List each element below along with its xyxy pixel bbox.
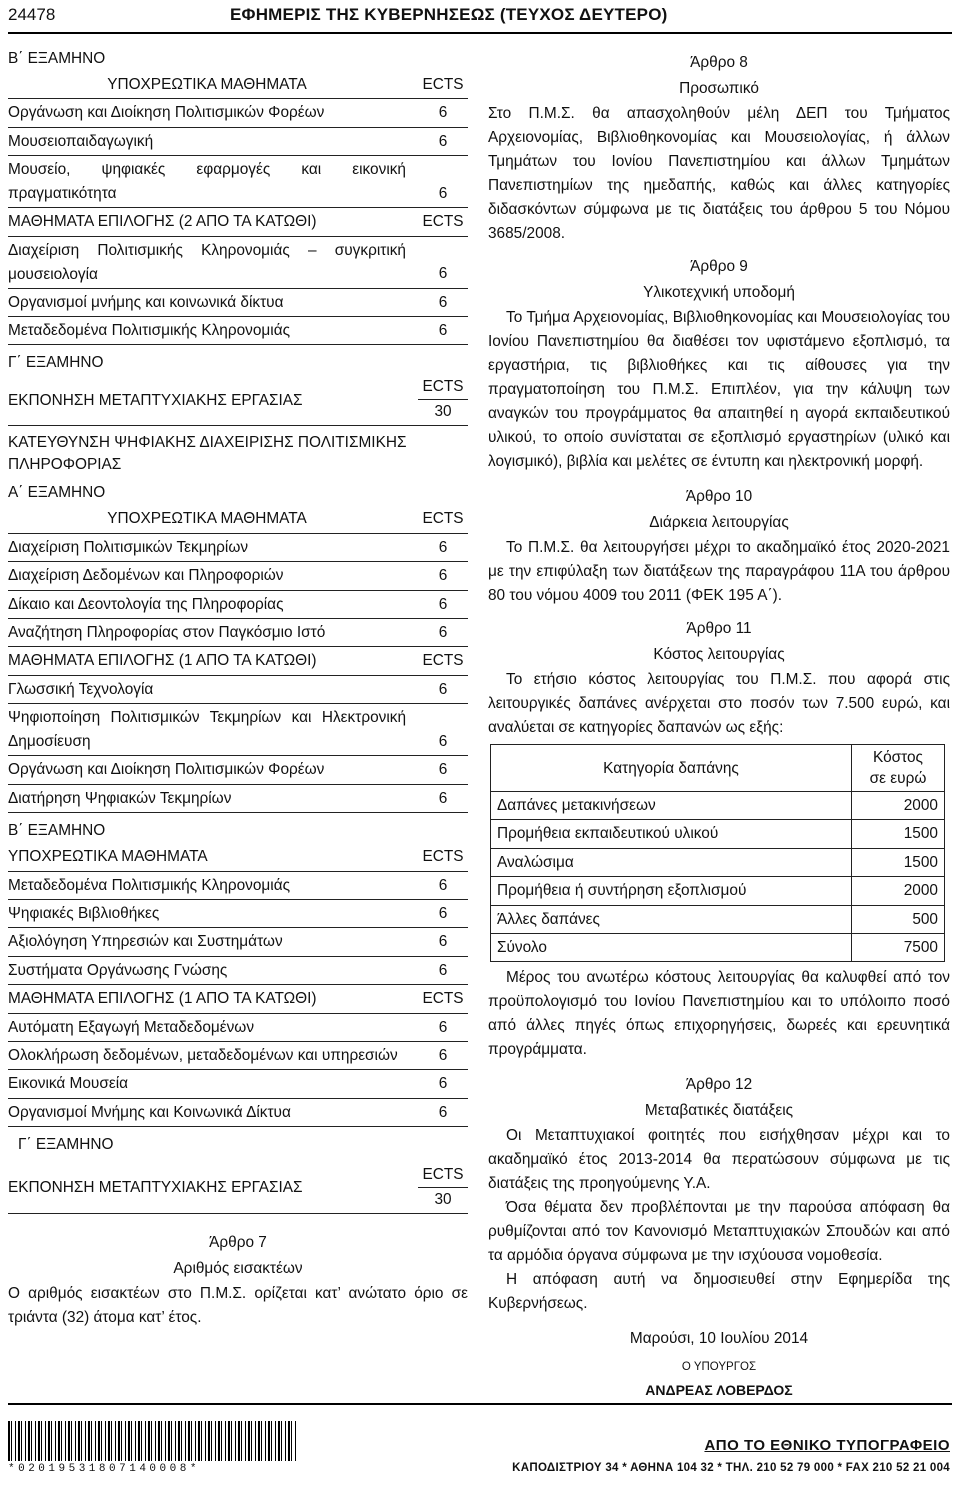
table-row: Σύνολο 7500 (491, 934, 945, 962)
semester-heading: Β΄ ΕΞΑΜΗΝΟ (8, 822, 106, 840)
course-row: Μουσείο, ψηφιακές εφαρμογές και εικονική πραγματικότητα 6 (8, 156, 468, 208)
article-title: Άρθρο 9 (690, 258, 748, 275)
course-group-header: ΥΠΟΧΡΕΩΤΙΚΑ ΜΑΘΗΜΑΤΑ ECTS (8, 71, 468, 99)
left-column (8, 44, 468, 1330)
table-row: Άλλες δαπάνες 500 (491, 905, 945, 933)
semester-heading: Γ΄ ΕΞΑΜΗΝΟ (8, 354, 104, 372)
barcode-icon (8, 1421, 296, 1461)
semester-heading: Α΄ ΕΞΑΜΗΝΟ (8, 484, 106, 502)
article-title: Άρθρο 7 (209, 1234, 267, 1252)
table-header-row: Κατηγορία δαπάνης Κόστος σε ευρώ (491, 745, 945, 792)
course-group-header: ΜΑΘΗΜΑΤΑ ΕΠΙΛΟΓΗΣ (2 ΑΠΟ ΤΑ ΚΑΤΩΘΙ) ECTS (8, 208, 468, 236)
course-group-header: ΥΠΟΧΡΕΩΤΙΚΑ ΜΑΘΗΜΑΤΑ ECTS (8, 505, 468, 533)
table-row: Προμήθεια εκπαιδευτικού υλικού 1500 (491, 820, 945, 848)
article-subtitle: Προσωπικό (679, 80, 759, 97)
page-footer (0, 1395, 960, 1487)
course-row: Ψηφιοποίηση Πολιτισμικών Τεκμηρίων και Ηλεκτρονική Δημοσίευση 6 (8, 704, 468, 756)
article-text: Όσα θέματα δεν προβλέπονται με την παρούσα απόφαση θα ρυθμίζονται από τον Κανονισμό Μεταπτυχιακών Σπουδών και από τα αρμόδια όργανα σύμφωνα με την ισχύουσα νομοθεσία. (488, 1199, 950, 1265)
course-row: Μεταδεδομένα Πολιτισμικής Κληρονομιάς 6 (8, 872, 468, 900)
course-row: Γλωσσική Τεχνολογία 6 (8, 676, 468, 704)
page-header (0, 0, 960, 34)
course-row: Αυτόματη Εξαγωγή Μεταδεδομένων 6 (8, 1014, 468, 1042)
barcode-number: *02019531807140008* (8, 1463, 200, 1475)
article-title: Άρθρο 10 (685, 488, 753, 505)
article-subtitle: Διάρκεια λειτουργίας (649, 514, 789, 531)
footer-rule (8, 1403, 952, 1405)
course-row: Αξιολόγηση Υπηρεσιών και Συστημάτων 6 (8, 928, 468, 956)
article-subtitle: Υλικοτεχνική υποδομή (643, 284, 795, 301)
course-row: Οργανισμοί μνήμης και κοινωνικά δίκτυα 6 (8, 289, 468, 317)
article-subtitle: Αριθμός εισακτέων (173, 1260, 303, 1278)
course-row: Διαχείριση Πολιτισμικών Τεκμηρίων 6 (8, 534, 468, 562)
course-row: Διατήρηση Ψηφιακών Τεκμηρίων 6 (8, 785, 468, 813)
printer-name: ΑΠΟ ΤΟ ΕΘΝΙΚΟ ΤΥΠΟΓΡΑΦΕΙΟ (704, 1437, 950, 1454)
course-row: Ολοκλήρωση δεδομένων, μεταδεδομένων και υπηρεσιών 6 (8, 1042, 468, 1070)
cost-table (490, 744, 945, 962)
table-row: Αναλώσιμα 1500 (491, 848, 945, 876)
thesis-row: ΕΚΠΟΝΗΣΗ ΜΕΤΑΠΤΥΧΙΑΚΗΣ ΕΡΓΑΣΙΑΣ ECTS 30 (8, 1163, 468, 1214)
article-text: Μέρος του ανωτέρω κόστους λειτουργίας θα καλυφθεί από τον προϋπολογισμό του Ιονίου Πανεπιστημίου και το υπόλοιπο ποσό από άλλες πηγές όπως επιχορηγήσεις, δωρεές και ερευνητικά προγράμματα. (488, 969, 950, 1059)
article-text: Οι Μεταπτυχιακοί φοιτητές που εισήχθησαν μέχρι και το ακαδημαϊκό έτος 2013-2014 θα περατώσουν σύμφωνα με τις διατάξεις της προηγούμενης Υ.Α. (488, 1127, 950, 1193)
header-rule (8, 32, 952, 34)
article-title: Άρθρο 12 (685, 1076, 753, 1094)
course-row: Εικονικά Μουσεία 6 (8, 1070, 468, 1098)
course-row: Οργάνωση και Διοίκηση Πολιτισμικών Φορέων 6 (8, 756, 468, 784)
table-row: Δαπάνες μετακινήσεων 2000 (491, 792, 945, 820)
article-title: Άρθρο 8 (690, 54, 748, 71)
course-row: Οργανισμοί Μνήμης και Κοινωνικά Δίκτυα 6 (8, 1099, 468, 1127)
article-text: Ο αριθμός εισακτέων στο Π.Μ.Σ. ορίζεται κατ’ ανώτατο όριο σε τριάντα (32) άτομα κατ’ έτος. (8, 1285, 468, 1327)
direction-title: ΚΑΤΕΥΘΥΝΣΗ ΨΗΦΙΑΚΗΣ ΔΙΑΧΕΙΡΙΣΗΣ ΠΟΛΙΤΙΣΜΙΚΗΣ ΠΛΗΡΟΦΟΡΙΑΣ (8, 434, 407, 474)
article-text: Στο Π.Μ.Σ. θα απασχοληθούν μέλη ΔΕΠ του Τμήματος Αρχειονομίας, Βιβλιοθηκονομίας και Μουσειολογίας, ή άλλων Τμημάτων του Ιονίου Πανεπιστημίου και άλλων Τμημάτων Πανεπιστημίων της ημεδαπής, καθώς και άλλες κατηγορίες διδασκόντων σύμφωνα με τις διατάξεις του άρθρου 5 του Νόμου 3685/2008. (488, 105, 950, 242)
article-text: Η απόφαση αυτή να δημοσιευθεί στην Εφημερίδα της Κυβερνήσεως. (488, 1271, 950, 1313)
semester-heading: Γ΄ ΕΞΑΜΗΝΟ (18, 1136, 114, 1154)
course-row: Ψηφιακές Βιβλιοθήκες 6 (8, 900, 468, 928)
course-row: Δίκαιο και Δεοντολογία της Πληροφορίας 6 (8, 591, 468, 619)
semester-heading: Β΄ ΕΞΑΜΗΝΟ (8, 50, 106, 67)
article-text: Το Π.Μ.Σ. θα λειτουργήσει μέχρι το ακαδημαϊκό έτος 2020-2021 με την επιφύλαξη των διατάξεων της παραγράφου 11Α του άρθρου 80 του νόμου 4009 του 2011 (ΦΕΚ 195 Α΄). (488, 539, 950, 604)
article-text: Το Τμήμα Αρχειονομίας, Βιβλιοθηκονομίας και Μουσειολογίας του Ιονίου Πανεπιστημίου θα διαθέσει τον υφιστάμενο εξοπλισμό, τα εργαστήρια, τις βιβλιοθήκες και τις αίθουσες για την πραγματοποίηση του Π.Μ.Σ. Επιπλέον, για την κάλυψη των αναγκών του προγράμματος θα απαιτηθεί η αγορά εκπαιδευτικού υλικού, το οποίο συνίσταται σε εξοπλισμό εργαστηρίων (υλικό και λογισμικό), βιβλία και μελέτες σε έντυπη και ηλεκτρονική μορφή. (488, 309, 950, 470)
signature-name: ΑΝΔΡΕΑΣ ΛΟΒΕΡΔΟΣ (645, 1382, 793, 1399)
printer-address: ΚΑΠΟΔΙΣΤΡΙΟΥ 34 * ΑΘΗΝΑ 104 32 * ΤΗΛ. 210 52 79 000 * FAX 210 52 21 004 (512, 1462, 950, 1474)
signature-place-date: Μαρούσι, 10 Ιουλίου 2014 (629, 1330, 809, 1348)
course-group-header: ΥΠΟΧΡΕΩΤΙΚΑ ΜΑΘΗΜΑΤΑ ECTS (8, 843, 468, 871)
page-number: 24478 (8, 5, 56, 24)
course-group-header: ΜΑΘΗΜΑΤΑ ΕΠΙΛΟΓΗΣ (1 ΑΠΟ ΤΑ ΚΑΤΩΘΙ) ECTS (8, 647, 468, 675)
right-column (488, 44, 950, 1402)
course-group-header: ΜΑΘΗΜΑΤΑ ΕΠΙΛΟΓΗΣ (1 ΑΠΟ ΤΑ ΚΑΤΩΘΙ) ECTS (8, 985, 468, 1013)
thesis-row: ΕΚΠΟΝΗΣΗ ΜΕΤΑΠΤΥΧΙΑΚΗΣ ΕΡΓΑΣΙΑΣ ECTS 30 (8, 375, 468, 426)
table-row: Προμήθεια ή συντήρηση εξοπλισμού 2000 (491, 877, 945, 905)
article-title: Άρθρο 11 (686, 620, 752, 637)
article-text: Το ετήσιο κόστος λειτουργίας του Π.Μ.Σ. που αφορά στις λειτουργικές δαπάνες ανέρχεται στο ποσόν των 7.500 ευρώ, και αναλύεται σε κατηγορίες δαπανών ως εξής: (488, 671, 950, 736)
course-row: Αναζήτηση Πληροφορίας στον Παγκόσμιο Ιστό 6 (8, 619, 468, 647)
gazette-title: ΕΦΗΜΕΡΙΣ ΤΗΣ ΚΥΒΕΡΝΗΣΕΩΣ (ΤΕΥΧΟΣ ΔΕΥΤΕΡΟ) (230, 5, 668, 24)
article-subtitle: Κόστος λειτουργίας (653, 646, 785, 663)
signature-role: Ο ΥΠΟΥΡΓΟΣ (681, 1361, 757, 1374)
course-row: Συστήματα Οργάνωσης Γνώσης 6 (8, 957, 468, 985)
article-subtitle: Μεταβατικές διατάξεις (644, 1102, 794, 1120)
course-row: Διαχείριση Δεδομένων και Πληροφοριών 6 (8, 562, 468, 590)
course-row: Μεταδεδομένα Πολιτισμικής Κληρονομιάς 6 (8, 317, 468, 345)
course-row: Μουσειοπαιδαγωγική 6 (8, 128, 468, 156)
course-row: Οργάνωση και Διοίκηση Πολιτισμικών Φορέων 6 (8, 99, 468, 127)
course-row: Διαχείριση Πολιτισμικής Κληρονομιάς – συγκριτική μουσειολογία 6 (8, 237, 468, 289)
